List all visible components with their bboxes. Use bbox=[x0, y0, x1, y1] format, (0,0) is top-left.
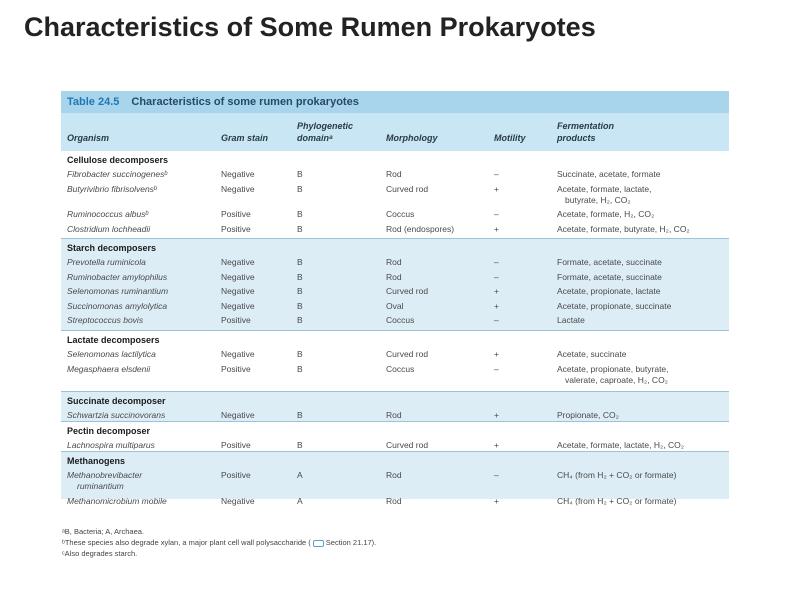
cell-organism-continued: ruminantium bbox=[77, 481, 124, 491]
cell-morphology: Rod (endospores) bbox=[386, 223, 455, 234]
section-title: Starch decomposers bbox=[67, 243, 157, 253]
footnote-b: ᵇThese species also degrade xylan, a major plant cell wall polysaccharide ( Section 21.17). bbox=[62, 538, 377, 547]
cell-gram: Negative bbox=[221, 257, 255, 267]
cell-gram: Negative bbox=[221, 495, 255, 506]
section-title: Methanogens bbox=[67, 456, 126, 466]
header-phylo-line1: Phylogenetic bbox=[297, 121, 354, 131]
cell-organism: Lachnospira multiparus bbox=[67, 440, 155, 450]
cell-organism: Succinomonas amylolytica bbox=[67, 300, 168, 311]
cell-domain: B bbox=[297, 271, 303, 282]
footnote-c: ᶜAlso degrades starch. bbox=[62, 549, 138, 558]
header-gram-stain: Gram stain bbox=[221, 133, 269, 143]
cell-products: Acetate, formate, butyrate, H₂, CO₂ bbox=[557, 223, 690, 234]
header-motility: Motility bbox=[494, 133, 526, 143]
cell-products: Acetate, propionate, succinate bbox=[557, 300, 672, 311]
cell-gram: Positive bbox=[221, 315, 251, 325]
cell-organism: Methanomicrobium mobile bbox=[67, 495, 167, 506]
footnote-a: ᵃB, Bacteria; A, Archaea. bbox=[62, 527, 145, 536]
cell-morphology: Rod bbox=[386, 495, 402, 506]
cell-gram: Positive bbox=[221, 470, 251, 480]
cell-products: Acetate, formate, lactate, bbox=[557, 183, 652, 194]
section-starch-decomposers bbox=[61, 238, 729, 330]
cell-domain: B bbox=[297, 223, 303, 234]
cell-morphology: Rod bbox=[386, 271, 402, 282]
header-organism: Organism bbox=[67, 133, 110, 143]
header-phylo-line2: domainᵃ bbox=[297, 133, 333, 143]
cell-domain: B bbox=[297, 440, 303, 450]
section-title: Cellulose decomposers bbox=[67, 155, 169, 165]
cell-products: Lactate bbox=[557, 315, 585, 325]
cell-motility: + bbox=[494, 495, 499, 506]
cell-domain: A bbox=[297, 495, 303, 506]
table-body bbox=[61, 151, 729, 506]
section-succinate-decomposer bbox=[61, 391, 729, 421]
rumen-prokaryotes-table bbox=[61, 91, 729, 506]
table-caption-text: Characteristics of some rumen prokaryotes bbox=[131, 96, 359, 108]
cell-motility: – bbox=[494, 257, 499, 267]
cell-motility: + bbox=[494, 300, 499, 311]
cell-products: Formate, acetate, succinate bbox=[557, 257, 662, 267]
cell-motility: – bbox=[494, 315, 499, 325]
header-fermentation-line1: Fermentation bbox=[557, 121, 615, 131]
cell-products-continued: valerate, caproate, H₂, CO₂ bbox=[565, 374, 668, 385]
section-cellulose-decomposers bbox=[61, 151, 729, 238]
cell-domain: B bbox=[297, 300, 303, 311]
cell-morphology: Rod bbox=[386, 470, 402, 480]
cross-reference-icon bbox=[313, 540, 324, 547]
cell-products: CH₄ (from H₂ + CO₂ or formate) bbox=[557, 495, 677, 506]
cell-domain: B bbox=[297, 349, 303, 359]
cell-morphology: Rod bbox=[386, 169, 402, 179]
cell-domain: B bbox=[297, 286, 303, 296]
cell-products: Formate, acetate, succinate bbox=[557, 271, 662, 282]
cell-organism: Selenomonas lactilytica bbox=[67, 349, 156, 359]
cell-motility: – bbox=[494, 363, 499, 374]
cell-gram: Negative bbox=[221, 169, 255, 179]
cell-organism: Fibrobacter succinogenesᵇ bbox=[67, 169, 167, 179]
cell-gram: Negative bbox=[221, 410, 255, 420]
cell-domain: B bbox=[297, 410, 303, 420]
cell-products: Acetate, succinate bbox=[557, 349, 627, 359]
cell-organism: Streptococcus bovis bbox=[67, 315, 144, 325]
cell-gram: Negative bbox=[221, 286, 255, 296]
cell-organism: Ruminococcus albusᵇ bbox=[67, 209, 149, 219]
cell-motility: – bbox=[494, 470, 499, 480]
cell-domain: B bbox=[297, 257, 303, 267]
cell-organism: Schwartzia succinovorans bbox=[67, 410, 166, 420]
cell-morphology: Coccus bbox=[386, 315, 415, 325]
cell-morphology: Rod bbox=[386, 257, 402, 267]
cell-motility: + bbox=[494, 349, 499, 359]
slide-title: Characteristics of Some Rumen Prokaryotes bbox=[24, 12, 596, 42]
cell-morphology: Oval bbox=[386, 300, 404, 311]
section-title: Succinate decomposer bbox=[67, 396, 166, 406]
cell-motility: + bbox=[494, 286, 499, 296]
cell-domain: B bbox=[297, 169, 303, 179]
cell-products-continued: butyrate, H₂, CO₂ bbox=[565, 194, 631, 205]
table-caption bbox=[61, 91, 729, 113]
cell-motility: + bbox=[494, 223, 499, 234]
cell-organism: Methanobrevibacter bbox=[67, 470, 143, 480]
cell-morphology: Coccus bbox=[386, 209, 415, 219]
header-morphology: Morphology bbox=[386, 133, 438, 143]
table-header bbox=[61, 113, 729, 151]
cell-organism: Butyrivibrio fibrisolvensᵇ bbox=[67, 183, 157, 194]
cell-morphology: Curved rod bbox=[386, 183, 429, 194]
cell-gram: Positive bbox=[221, 363, 251, 374]
table-footnotes bbox=[62, 526, 376, 559]
cell-organism: Selenomonas ruminantium bbox=[67, 286, 169, 296]
cell-gram: Negative bbox=[221, 300, 255, 311]
cell-gram: Negative bbox=[221, 271, 255, 282]
cell-domain: B bbox=[297, 363, 303, 374]
cell-motility: – bbox=[494, 209, 499, 219]
cell-motility: + bbox=[494, 440, 499, 450]
cell-products: Acetate, formate, lactate, H₂, CO₂ bbox=[557, 440, 685, 450]
cell-gram: Negative bbox=[221, 349, 255, 359]
table-number: Table 24.5 bbox=[67, 96, 120, 108]
cell-morphology: Coccus bbox=[386, 363, 415, 374]
cell-motility: – bbox=[494, 169, 499, 179]
cell-gram: Positive bbox=[221, 223, 251, 234]
cell-gram: Positive bbox=[221, 209, 251, 219]
section-lactate-decomposers bbox=[61, 330, 729, 391]
cell-products: Acetate, propionate, lactate bbox=[557, 286, 661, 296]
cell-organism: Megasphaera elsdenii bbox=[67, 363, 151, 374]
cell-motility: + bbox=[494, 410, 499, 420]
cell-gram: Negative bbox=[221, 183, 255, 194]
header-fermentation-line2: products bbox=[557, 133, 596, 143]
cell-domain: B bbox=[297, 209, 303, 219]
cell-morphology: Curved rod bbox=[386, 440, 429, 450]
cell-products: Succinate, acetate, formate bbox=[557, 169, 661, 179]
cell-domain: B bbox=[297, 183, 303, 194]
cell-products: Acetate, propionate, butyrate, bbox=[557, 363, 669, 374]
section-pectin-decomposer bbox=[61, 421, 729, 451]
cell-organism: Ruminobacter amylophilus bbox=[67, 271, 168, 282]
cell-products: Acetate, formate, H₂, CO₂ bbox=[557, 209, 655, 219]
cell-products: Propionate, CO₂ bbox=[557, 410, 619, 420]
section-title: Lactate decomposers bbox=[67, 335, 160, 345]
cell-morphology: Curved rod bbox=[386, 286, 429, 296]
cell-morphology: Curved rod bbox=[386, 349, 429, 359]
cell-organism: Prevotella ruminicola bbox=[67, 257, 146, 267]
cell-motility: – bbox=[494, 271, 499, 282]
cell-organism: Clostridium lochheadii bbox=[67, 223, 151, 234]
section-methanogens bbox=[61, 451, 729, 506]
cell-products: CH₄ (from H₂ + CO₂ or formate) bbox=[557, 470, 677, 480]
cell-domain: B bbox=[297, 315, 303, 325]
section-title: Pectin decomposer bbox=[67, 426, 151, 436]
cell-gram: Positive bbox=[221, 440, 251, 450]
cell-motility: + bbox=[494, 183, 499, 194]
cell-morphology: Rod bbox=[386, 410, 402, 420]
cell-domain: A bbox=[297, 470, 303, 480]
